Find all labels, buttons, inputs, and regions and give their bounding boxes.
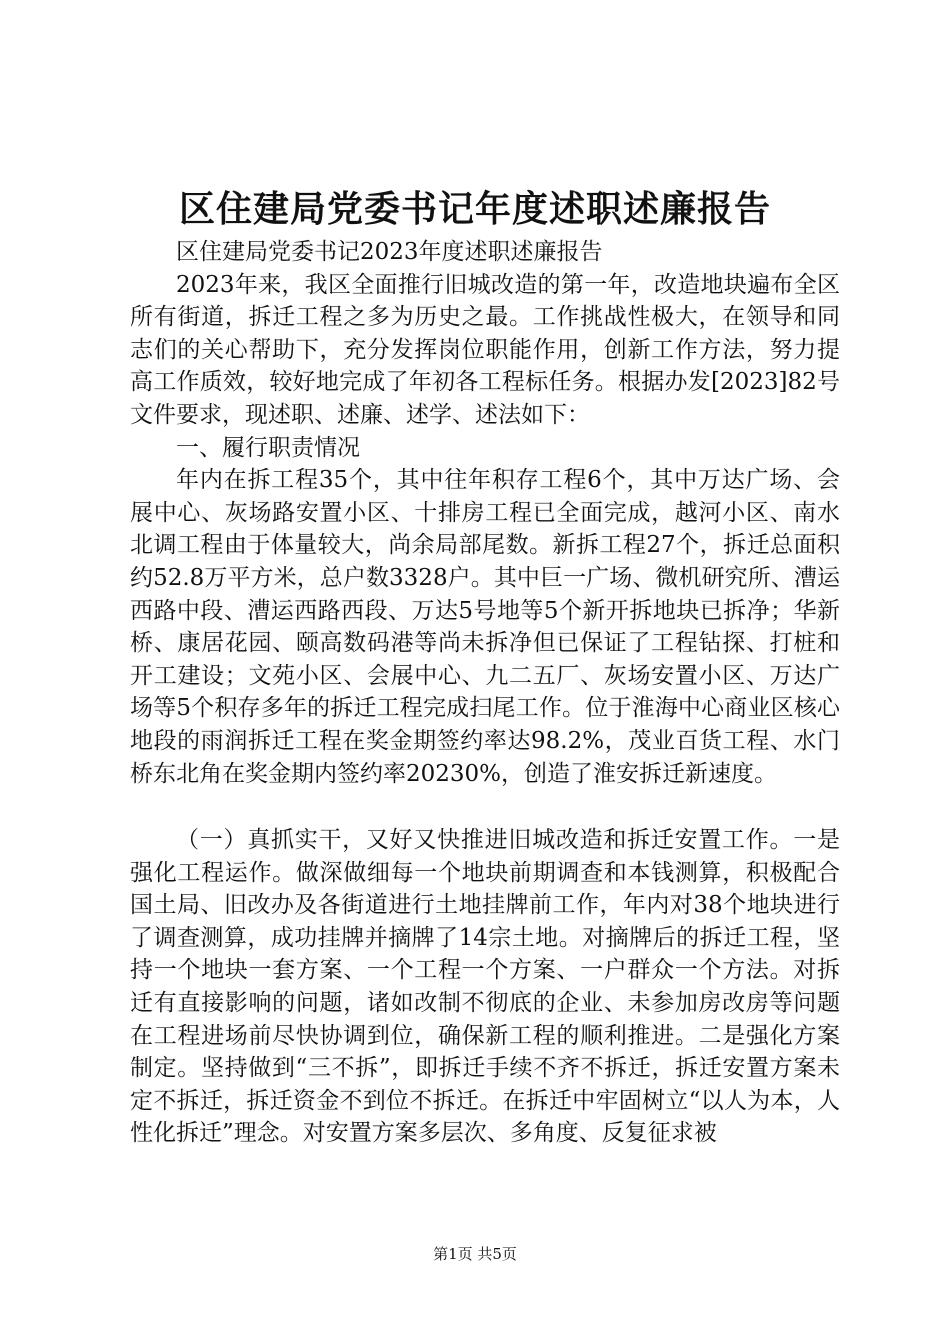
paragraph-renovation: （一）真抓实干，又好又快推进旧城改造和拆迁安置工作。一是强化工程运作。做深做细每一个地块前期调查和本钱测算，积极配合国土局、旧改办及各街道进行土地挂牌前工作，年内对38个地块进行了调查测算，成功挂牌并摘牌了14宗土地。对摘牌后的拆迁工程，坚持一个地块一套方案、一个工程一个方案、一户群众一个方法。对拆迁有直接影响的问题，诸如改制不彻底的企业、未参加房改房等问题在工程进场前尽快协调到位，确保新工程的顺利推进。二是强化方案制定。坚持做到“三不拆”，即拆迁手续不齐不拆迁，拆迁安置方案未定不拆迁，拆迁资金不到位不拆迁。在拆迁中牢固树立“以人为本，人性化拆迁”理念。对安置方案多层次、多角度、反复征求被 [130,827,840,1147]
document-body [130,236,840,1150]
page-number-footer: 第1页 共5页 [433,1245,517,1263]
document-title: 区住建局党委书记年度述职述廉报告 [178,188,771,230]
paragraph-projects: 年内在拆工程35个，其中往年积存工程6个，其中万达广场、会展中心、灰场路安置小区、十排房工程已全面完成，越河小区、南水北调工程由于体量较大，尚余局部尾数。新拆工程27个，拆迁总面积约52.8万平方米，总户数3328户。其中巨一广场、微机研究所、漕运西路中段、漕运西路西段、万达5号地等5个新开拆地块已拆净；华新桥、康居花园、颐高数码港等尚未拆净但已保证了工程钻探、打桩和开工建设；文苑小区、会展中心、九二五厂、灰场安置小区、万达广场等5个积存多年的拆迁工程完成扫尾工作。位于淮海中心商业区核心地段的雨润拆迁工程在奖金期签约率达98.2%，茂业百货工程、水门桥东北角在奖金期内签约率20230%，创造了淮安拆迁新速度。 [130,467,840,787]
paragraph-subtitle: 区住建局党委书记2023年度述职述廉报告 [176,239,603,265]
paragraph-intro: 2023年来，我区全面推行旧城改造的第一年，改造地块遍布全区所有街道，拆迁工程之多为历史之最。工作挑战性极大，在领导和同志们的关心帮助下，充分发挥岗位职能作用，创新工作方法，努力提高工作质效，较好地完成了年初各工程标任务。根据办发[2023]82号文件要求，现述职、述廉、述学、述法如下： [130,271,840,428]
section-heading-duties: 一、履行职责情况 [176,434,360,461]
